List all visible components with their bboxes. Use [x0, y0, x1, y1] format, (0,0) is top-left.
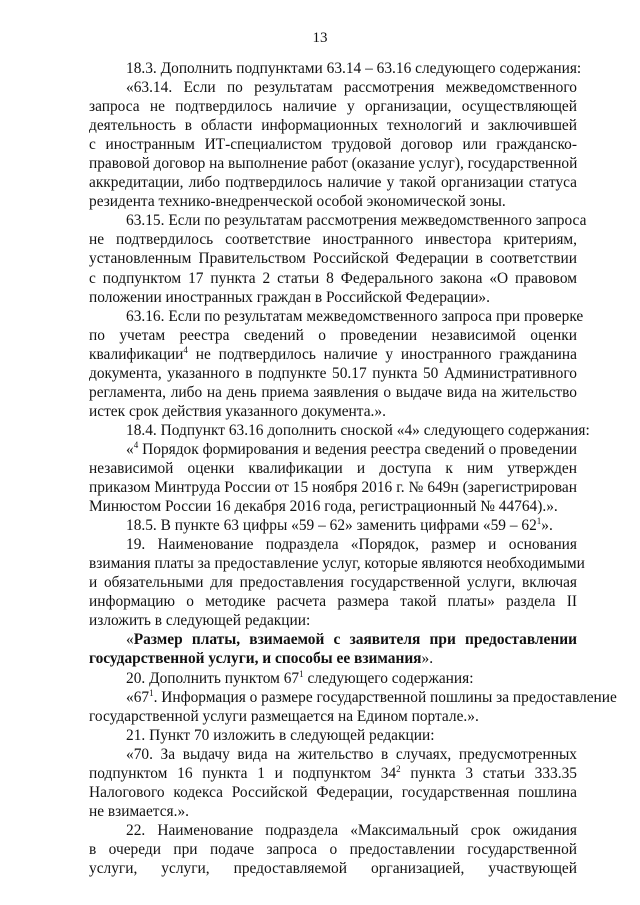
- text-line: взимания платы за предоставление услуг, которые являются необходимыми: [89, 555, 585, 573]
- text-line: резидента технико-внедренческой особой экономической зоны.: [89, 193, 506, 211]
- text-line: квалификации$^4$ не подтвердилось наличие у иностранного гражданина: [89, 344, 577, 363]
- text-line: 20. Дополнить пунктом $67^1$ следующего содержания:: [126, 668, 474, 687]
- footnote-marker: 2: [396, 763, 401, 774]
- text-line: «63.14. Если по результатам рассмотрения межведомственного: [126, 79, 577, 97]
- text-line: в очереди при подаче запроса о предоставлении государственной: [89, 840, 577, 858]
- text-line: истек срок действия указанного документа.».: [89, 402, 386, 420]
- text-line: 18.3. Дополнить подпунктами 63.14 – 63.16 следующего содержания:: [126, 60, 582, 77]
- text-line: 22. Наименование подраздела «Максимальный срок ожидания: [126, 821, 577, 839]
- text-line: правовой договор на выполнение работ (оказание услуг), государственной: [89, 155, 578, 173]
- text-line: с подпунктом 17 пункта 2 статьи 8 Федерального закона «О правовом: [89, 269, 577, 287]
- text-line: 18.4. Подпункт 63.16 дополнить сноской «4» следующего содержания:: [126, 421, 590, 439]
- text-line: 19. Наименование подраздела «Порядок, размер и основания: [126, 536, 577, 554]
- text-line: положении иностранных граждан в Российской Федерации».: [89, 288, 490, 306]
- text-line: услуги, услуги, предоставляемой организацией, участвующей: [89, 859, 577, 877]
- footnote-marker: 4: [183, 344, 188, 355]
- text-line: «$^4$ Порядок формирования и ведения реестра сведений о проведении: [126, 439, 577, 458]
- text-line: подпунктом 16 пункта 1 и подпунктом $34^2$ пункта 3 статьи 333.35: [89, 763, 577, 782]
- text-line: 63.15. Если по результатам рассмотрения межведомственного запроса: [126, 212, 587, 230]
- footnote-marker: 1: [149, 687, 154, 698]
- text-line: не взимается.».: [89, 802, 190, 820]
- document-body: [89, 59, 617, 878]
- footnote-marker: 4: [133, 439, 139, 450]
- text-line: документа, указанного в подпункте 50.17 пункта 50 Административного: [89, 364, 577, 382]
- text-line: приказом Минтруда России от 15 ноября 2016 г. № 649н (зарегистрирован: [89, 479, 577, 497]
- text-line: государственной услуги размещается на Едином портале.».: [89, 707, 479, 725]
- page-number: 13: [312, 30, 328, 46]
- text-line: деятельность в области информационных технологий и заключившей: [89, 117, 577, 135]
- text-line: не подтвердилось соответствие иностранного инвестора критериям,: [89, 231, 577, 249]
- text-line: изложить в следующей редакции:: [89, 612, 311, 630]
- text-line: 63.16. Если по результатам межведомственного запроса при проверке: [126, 307, 584, 325]
- text-line: «$67^1$. Информация о размере государственной пошлины за предоставление: [126, 687, 617, 706]
- text-line: независимой оценки квалификации и доступа к ним утвержден: [89, 459, 577, 477]
- text-line: «Размер платы, взимаемой с заявителя при предоставлении: [126, 631, 577, 649]
- footnote-marker: 1: [299, 668, 304, 679]
- text-line: 18.5. В пункте 63 цифры «59 – 62» заменить цифрами «$59 - 62^1$».: [126, 516, 553, 535]
- text-line: по учетам реестра сведений о проведении независимой оценки: [89, 326, 577, 344]
- text-line: регламента, либо на день приема заявления о выдаче вида на жительство: [89, 383, 577, 401]
- text-line: с иностранным ИТ-специалистом трудовой договор или гражданско-: [89, 136, 577, 154]
- text-line: Минюстом России 16 декабря 2016 года, регистрационный № 44764).».: [89, 498, 558, 516]
- text-line: «70. За выдачу вида на жительство в случаях, предусмотренных: [126, 745, 577, 763]
- text-line: 21. Пункт 70 изложить в следующей редакции:: [126, 726, 435, 744]
- text-line: информацию о методике расчета размера такой платы» раздела II: [89, 593, 577, 611]
- text-line: Налогового кодекса Российской Федерации, государственная пошлина: [89, 783, 577, 801]
- text-line: государственной услуги, и способы ее взимания».: [89, 650, 434, 668]
- text-line: запроса не подтвердилось наличие у организации, осуществляющей: [89, 98, 577, 116]
- footnote-marker: 1: [536, 516, 542, 527]
- text-line: и обязательными для предоставления государственной услуги, включая: [89, 574, 577, 592]
- text-line: аккредитации, либо подтвердилось наличие у такой организации статуса: [89, 174, 577, 192]
- text-line: установленным Правительством Российской Федерации в соответствии: [89, 250, 577, 268]
